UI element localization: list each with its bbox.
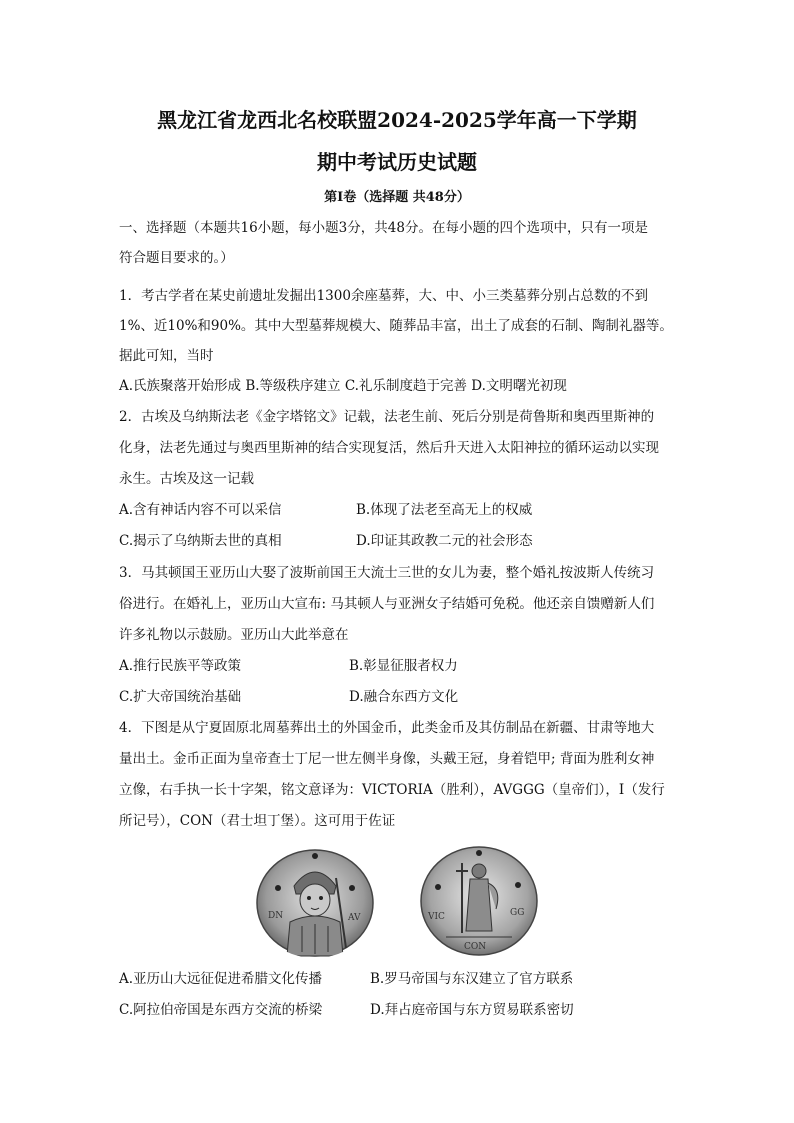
q1-line1: 1．考古学者在某史前遗址发掘出1300余座墓葬，大、中、小三类墓葬分别占总数的不到 <box>119 288 648 304</box>
q3-line1: 3．马其顿国王亚历山大娶了波斯前国王大流士三世的女儿为妻，整个婚礼按波斯人传统习 <box>119 565 655 581</box>
svg-text:CON: CON <box>464 942 487 952</box>
q3-option-c: C.扩大帝国统治基础 <box>119 689 242 705</box>
q3-option-a: A.推行民族平等政策 <box>119 658 242 674</box>
svg-text:VIC: VIC <box>428 912 445 922</box>
coin-front-image <box>254 848 376 958</box>
instructions-line2: 符合题目要求的。） <box>119 250 234 266</box>
q4-line2: 量出土。金币正面为皇帝查士丁尼一世左侧半身像，头戴王冠，身着铠甲; 背面为胜利女神 <box>119 751 655 767</box>
q1-line2: 1%、近10%和90%。其中大型墓葬规模大、随葬品丰富，出土了成套的石制、陶制礼器等。 <box>119 318 673 334</box>
q3-line3: 许多礼物以示鼓励。亚历山大此举意在 <box>119 627 349 643</box>
q1-line3: 据此可知，当时 <box>119 348 214 364</box>
q4-option-d: D.拜占庭帝国与东方贸易联系密切 <box>370 1002 574 1018</box>
q4-line1: 4．下图是从宁夏固原北周墓葬出土的外国金币，此类金币及其仿制品在新疆、甘肃等地大 <box>119 720 655 736</box>
svg-text:GG: GG <box>510 908 525 918</box>
q2-option-c: C.揭示了乌纳斯去世的真相 <box>119 533 282 549</box>
instructions-line1: 一、选择题（本题共16小题，每小题3分，共48分。在每小题的四个选项中，只有一项是 <box>119 220 648 236</box>
q3-option-d: D.融合东西方文化 <box>349 689 459 705</box>
q3-line2: 俗进行。在婚礼上，亚历山大宣布: 马其顿人与亚洲女子结婚可免税。他还亲自馈赠新人们 <box>119 596 655 612</box>
q2-option-b: B.体现了法老至高无上的权威 <box>356 502 533 518</box>
svg-text:DN: DN <box>268 911 284 921</box>
q2-line2: 化身，法老先通过与奥西里斯神的结合实现复活，然后升天进入太阳神拉的循环运动以实现 <box>119 440 659 456</box>
q4-line3: 立像，右手执一长十字架，铭文意译为：VICTORIA（胜利），AVGGG（皇帝们），I（发行 <box>119 782 665 798</box>
exam-title-line2: 期中考试历史试题 <box>317 150 477 174</box>
q2-option-d: D.印证其政教二元的社会形态 <box>356 533 533 549</box>
q2-line1: 2．古埃及乌纳斯法老《金字塔铭文》记载，法老生前、死后分别是荷鲁斯和奥西里斯神的 <box>119 409 655 425</box>
q2-line3: 永生。古埃及这一记载 <box>119 471 254 487</box>
q4-line4: 所记号），CON（君士坦丁堡）。这可用于佐证 <box>119 813 396 829</box>
section-subtitle: 第Ⅰ卷（选择题 共48分） <box>324 190 470 205</box>
q4-option-c: C.阿拉伯帝国是东西方交流的桥梁 <box>119 1002 323 1018</box>
q3-option-b: B.彰显征服者权力 <box>349 658 458 674</box>
coin-back-image <box>418 845 540 957</box>
svg-text:AV: AV <box>348 913 361 923</box>
q1-options: A.氏族聚落开始形成 B.等级秩序建立 C.礼乐制度趋于完善 D.文明曙光初现 <box>119 378 567 394</box>
exam-title-line1: 黑龙江省龙西北名校联盟2024-2025学年高一下学期 <box>157 108 637 132</box>
q4-option-a: A.亚历山大远征促进希腊文化传播 <box>119 971 323 987</box>
q4-option-b: B.罗马帝国与东汉建立了官方联系 <box>370 971 574 987</box>
q2-option-a: A.含有神话内容不可以采信 <box>119 502 282 518</box>
